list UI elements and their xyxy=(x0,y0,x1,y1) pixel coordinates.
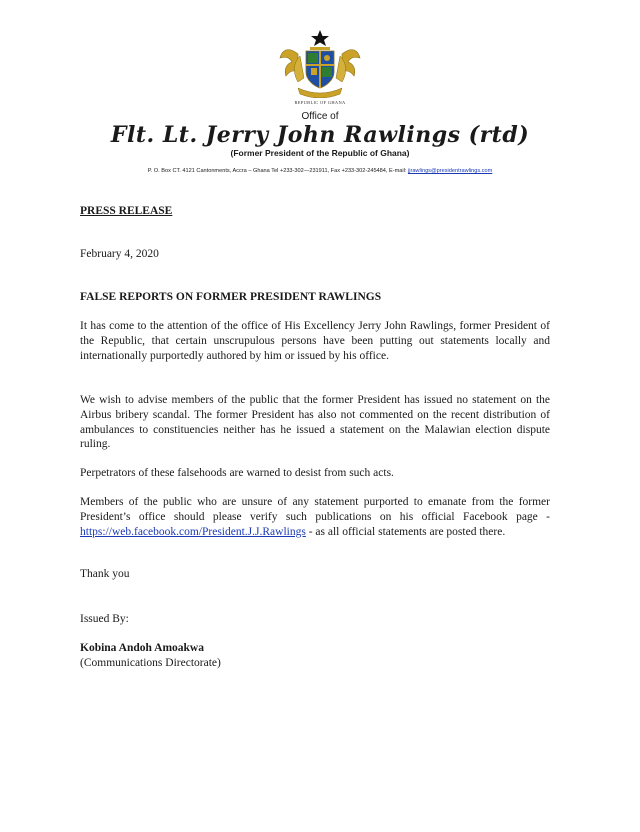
facebook-link[interactable]: https://web.facebook.com/President.J.J.Rawlings xyxy=(80,525,306,538)
paragraph-4-text-after: - as all official statements are posted there. xyxy=(305,525,506,538)
republic-caption: REPUBLIC OF GHANA xyxy=(294,100,346,105)
paragraph-3: Perpetrators of these falsehoods are warned to desist from such acts. xyxy=(80,467,394,479)
closing-thanks: Thank you xyxy=(80,568,130,580)
letterhead-name: Flt. Lt. Jerry John Rawlings (rtd) xyxy=(110,122,530,148)
paragraph-1: It has come to the attention of the office of His Excellency Jerry John Rawlings, former President of the Republic, that certain unscrupulous persons have been putting out statements locally and internationally purportedly authored by him or issued by his office. xyxy=(80,320,550,362)
paragraph-2: We wish to advise members of the public that the former President has issued no statement on the Airbus bribery scandal. The former President has also not commented on the recent distribution of ambulances to constituencies neither has he issued a statement on the Malawian election dispute ruling. xyxy=(80,394,550,451)
paragraph-4 xyxy=(80,495,550,539)
contact-address: P. O. Box CT. 4121 Cantonments, Accra – Ghana Tel +233-302—231911, Fax +233-302-245484, E-mail: xyxy=(147,168,408,174)
office-of-label: Office of xyxy=(301,111,339,122)
paragraph-4-text-before: Members of the public who are unsure of any statement purported to emanate from the former President’s office should please verify such publications on his official Facebook page - xyxy=(80,496,550,523)
ghana-coat-of-arms-icon xyxy=(278,28,362,98)
release-headline: FALSE REPORTS ON FORMER PRESIDENT RAWLINGS xyxy=(80,291,382,303)
signer-name: Kobina Andoh Amoakwa xyxy=(80,642,204,654)
press-release-label: PRESS RELEASE xyxy=(80,205,173,217)
release-date: February 4, 2020 xyxy=(80,248,159,260)
issued-by-label: Issued By: xyxy=(80,613,129,625)
letterhead-subtitle: (Former President of the Republic of Ghana) xyxy=(230,148,410,158)
contact-email-link[interactable]: jjrawlings@presidentrawlings.com xyxy=(407,168,493,174)
contact-line xyxy=(0,168,640,174)
letterhead xyxy=(0,28,640,174)
signer-department: (Communications Directorate) xyxy=(80,657,221,669)
